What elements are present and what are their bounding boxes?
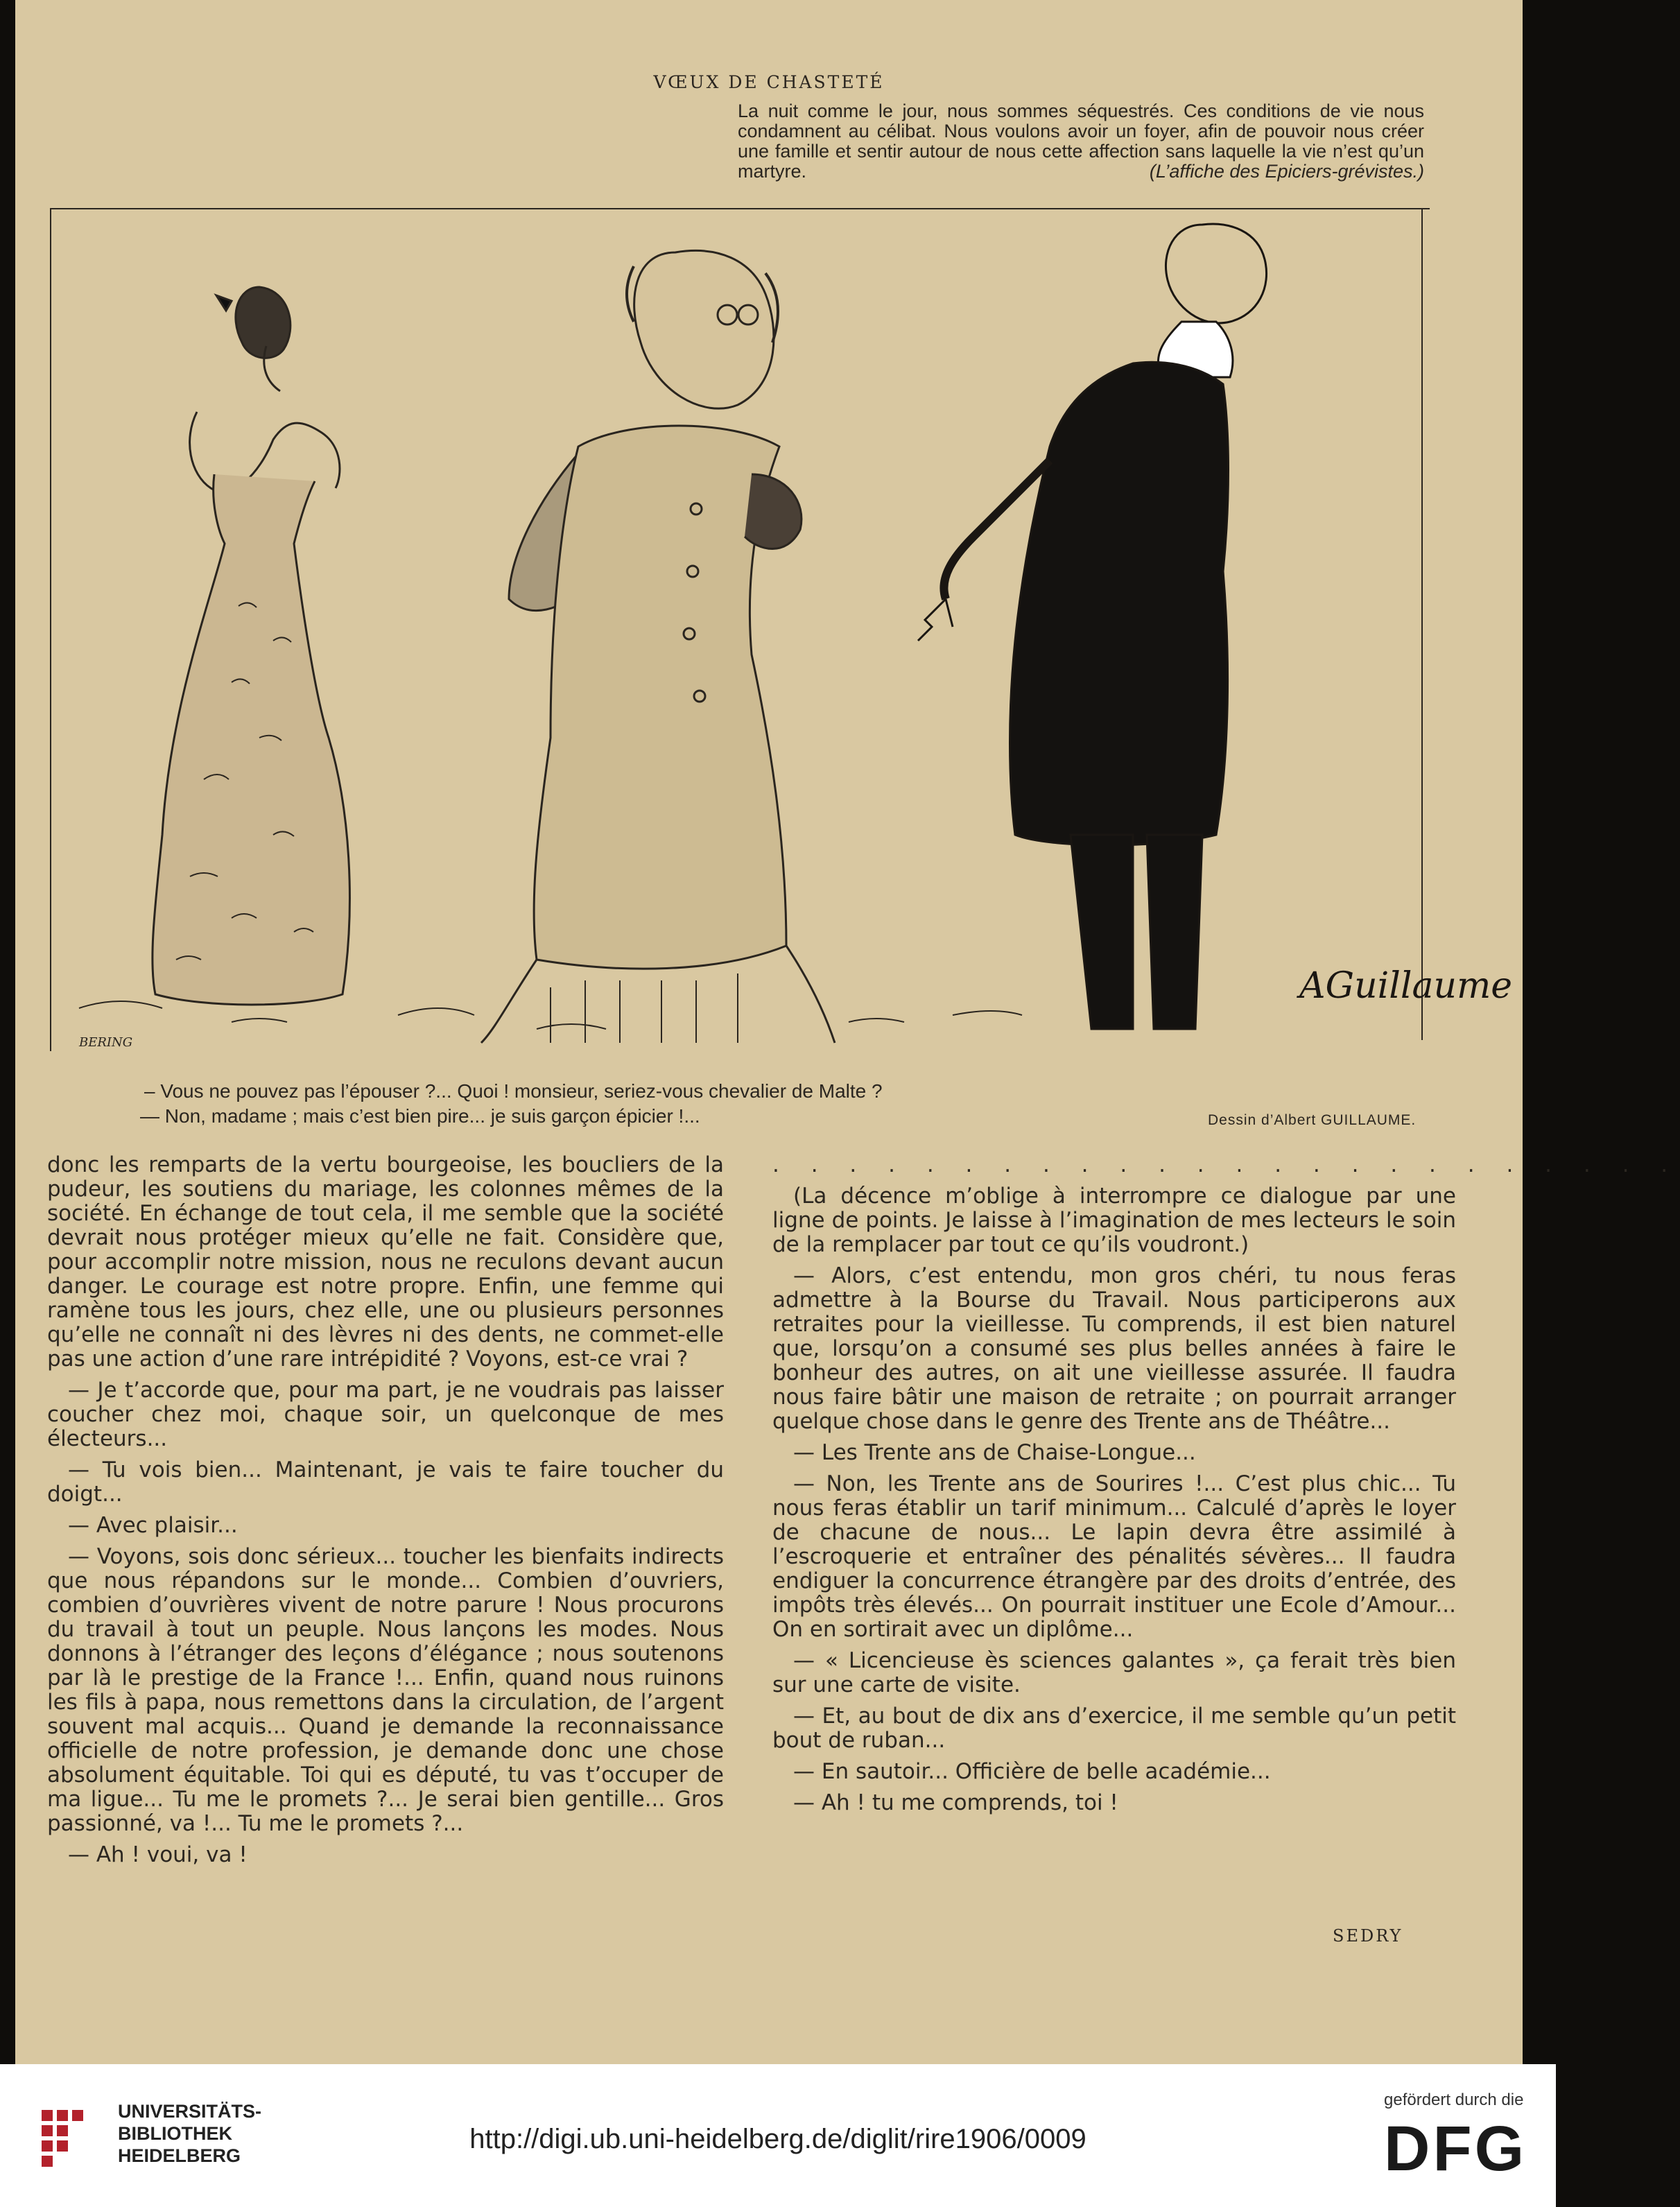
library-name-line: HEIDELBERG	[118, 2145, 241, 2166]
epigraph-source: (L’affiche des Epiciers-grévistes.)	[1149, 161, 1424, 182]
artist-signature: AGuillaume	[1299, 965, 1513, 1007]
matron-figure	[481, 251, 835, 1044]
right-column	[772, 1152, 1680, 1822]
scanned-page	[15, 0, 1680, 2064]
paragraph: — « Licencieuse ès sciences galantes », ça ferait très bien sur une carte de visite.	[772, 1648, 1456, 1697]
paragraph: — Je t’accorde que, pour ma part, je ne voudrais pas laisser coucher chez moi, chaque soir, un quelconque de mes électeurs...	[47, 1378, 724, 1451]
cartoon-illustration	[51, 211, 1513, 1057]
illustration-credit: Dessin d’Albert GUILLAUME.	[1208, 1112, 1417, 1128]
paragraph: — Tu vois bien... Maintenant, je vais te faire toucher du doigt...	[47, 1457, 724, 1507]
weeping-woman-figure	[153, 287, 350, 1005]
author-signature: SEDRY	[1333, 1926, 1403, 1946]
paragraph: (La décence m’oblige à interrompre ce dialogue par une ligne de points. Je laisse à l’imagination de mes lecteurs le soin de la remplacer par tout ce qu’ils voudront.)	[772, 1184, 1456, 1257]
digitization-footer	[0, 2064, 1556, 2207]
paragraph: — Les Trente ans de Chaise-Longue...	[793, 1440, 1196, 1465]
paragraph: — Ah ! tu me comprends, toi !	[793, 1790, 1118, 1815]
library-name-line: BIBLIOTHEK	[118, 2123, 232, 2144]
engraver-signature: BERING	[79, 1035, 133, 1050]
library-name-line: UNIVERSITÄTS-	[118, 2101, 262, 2122]
epigraph-text: La nuit comme le jour, nous sommes séquestrés. Ces conditions de vie nous condamnent au célibat. Nous voulons avoir un foyer, afin de pouvoir nous créer une famille et sentir autour de nous cette affection sans laquelle la vie n’est qu’un martyre.	[738, 101, 1424, 182]
frame-rule-right	[1421, 208, 1423, 1040]
left-column	[47, 1153, 724, 1874]
paragraph: — En sautoir... Officière de belle académie...	[793, 1759, 1271, 1784]
paragraph: — Avec plaisir...	[68, 1513, 238, 1538]
permalink-url[interactable]: http://digi.ub.uni-heidelberg.de/diglit/rire1906/0009	[469, 2124, 1086, 2154]
paragraph: — Alors, c’est entendu, mon gros chéri, tu nous feras admettre à la Bourse du Travail. Nous participerons aux retraites pour la vieillesse. Tu comprends, il est bien naturel que, lorsqu’on a consumé ses plus belles années à faire le bonheur des autres, on ait une vieillesse assurée. Il faudra nous faire bâtir une maison de retraite ; on pourrait arranger quelque chose dans le genre des Trente ans de Théâtre...	[772, 1263, 1456, 1434]
caption-line-2: — Non, madame ; mais c’est bien pire... je suis garçon épicier !...	[140, 1105, 700, 1127]
epigraph	[738, 101, 1424, 182]
dotted-line: . . . . . . . . . . . . . . . . . . . . . . . .	[772, 1152, 1680, 1177]
paragraph: — Et, au bout de dix ans d’exercice, il me semble qu’un petit bout de ruban...	[772, 1704, 1456, 1753]
grocer-figure	[918, 224, 1267, 1029]
paragraph: — Voyons, sois donc sérieux... toucher les bienfaits indirects que nous répandons sur le monde... Combien d’ouvriers, combien d’ouvrières vivent de notre parure ! Nous procurons du travail à tout un peuple. Nous lançons les modes. Nous donnons à l’étranger des leçons d’élégance ; nous soutenons par là le prestige de la France !... Enfin, quand nous ruinons les fils à papa, nous remettons dans la circulation, de l’argent souvent mal acquis... Quand je demande la reconnaissance officielle de notre profession, je demande donc une chose absolument équitable. Toi qui es député, tu vas t’occuper de ma ligue... Tu me le promets ?... Je serai bien gentille... Gros passionné, va !... Tu me le promets ?...	[47, 1544, 724, 1836]
paragraph: donc les remparts de la vertu bourgeoise, les boucliers de la pudeur, les soutiens du mariage, les colonnes mêmes de la société. En échange de tout cela, il me semble que la société devrait nous protéger mieux qu’elle ne fait. Considère que, pour accomplir notre mission, nous ne reculons devant aucun danger. Le courage est notre propre. Enfin, une femme qui ramène tous les jours, chez elle, une ou plusieurs personnes qu’elle ne connaît ni des lèvres ni des dents, ne commet-elle pas une action d’une rare intrépidité ? Voyons, est-ce vrai ?	[47, 1152, 724, 1371]
caption-line-1: – Vous ne pouvez pas l’épouser ?... Quoi ! monsieur, seriez-vous chevalier de Malte ?	[144, 1080, 883, 1102]
illustration-caption	[140, 1079, 1180, 1129]
dfg-logo: DFG	[1384, 2113, 1527, 2184]
running-head: VŒUX DE CHASTETÉ	[653, 72, 885, 92]
paragraph: — Non, les Trente ans de Sourires !... C’est plus chic... Tu nous feras établir un tarif minimum... Calculé d’après le loyer de chacune de nous... Le lapin devra être assimilé à l’escroquerie et entraîner des pénalités sévères... Il faudra endiguer la concurrence étrangère par des droits d’entrée, des impôts très élevés... On pourrait instituer une Ecole d’Amour... On en sortirait avec un diplôme...	[772, 1471, 1456, 1642]
paragraph: — Ah ! voui, va !	[68, 1842, 248, 1867]
funded-by-label: gefördert durch die	[1384, 2091, 1524, 2109]
